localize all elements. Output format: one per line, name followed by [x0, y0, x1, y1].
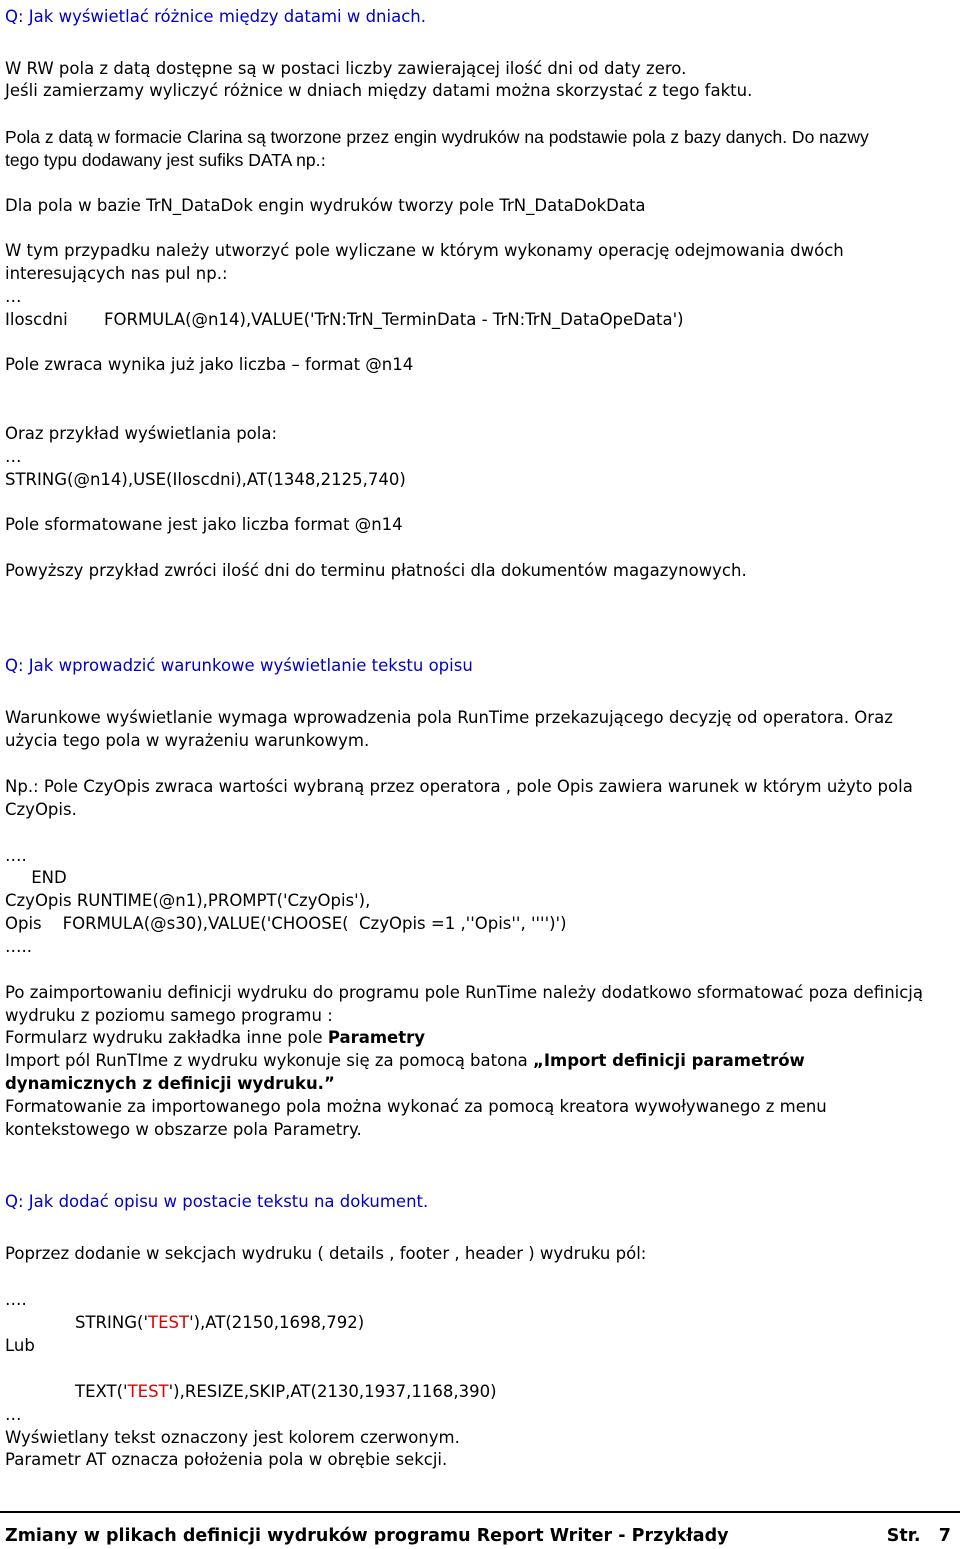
paragraph-line: Pola z datą w formacie Clarina są tworzone przez engin wydruków na podstawie pola z bazy danych. Do nazwy: [5, 127, 869, 147]
bold-line: dynamicznych z definicji wydruku.”: [5, 1074, 335, 1093]
code-line: [75, 1381, 497, 1403]
paragraph-line: Warunkowe wyświetlanie wymaga wprowadzenia pola RunTime przekazującego decyzję od operatora. Oraz: [5, 708, 893, 727]
text-span: tego typu dodawany jest sufiks DATA np.: [5, 150, 321, 170]
code-span: '),AT(2150,1698,792): [189, 1313, 365, 1332]
code-line: Opis FORMULA(@s30),VALUE('CHOOSE( CzyOpis =1 ,''Opis'', '''')'): [5, 914, 567, 933]
code-span: STRING(': [75, 1313, 148, 1332]
ellipsis: ….: [5, 1290, 27, 1309]
paragraph-line: [5, 149, 326, 172]
highlighted-text: TEST: [127, 1382, 169, 1401]
footer-divider: [0, 1511, 960, 1513]
ellipsis: …: [5, 287, 22, 306]
code-line: [75, 1312, 364, 1334]
text-span: Import pól RunTIme z wydruku wykonuje się za pomocą batona: [5, 1051, 534, 1070]
paragraph-line: Formatowanie za importowanego pola można wykonać za pomocą kreatora wywoływanego z menu: [5, 1097, 827, 1116]
code-field-name: Iloscdni: [5, 310, 68, 329]
ellipsis: …: [5, 1405, 22, 1424]
text-span: Formularz wydruku zakładka inne pole: [5, 1028, 328, 1047]
paragraph-line: Poprzez dodanie w sekcjach wydruku ( details , footer , header ) wydruku pól:: [5, 1244, 647, 1263]
ellipsis: …: [5, 447, 22, 466]
paragraph-line: Parametr AT oznacza położenia pola w obrębie sekcji.: [5, 1450, 448, 1469]
paragraph-line: Pole zwraca wynika już jako liczba – format @n14: [5, 355, 414, 374]
page-footer: [5, 1524, 955, 1548]
paragraph-line: W RW pola z datą dostępne są w postaci liczby zawierającej ilość dni od daty zero.: [5, 59, 687, 78]
paragraph-line: interesujących nas pul np.:: [5, 264, 228, 283]
paragraph-line: Po zaimportowaniu definicji wydruku do programu pole RunTime należy dodatkowo sformatować poza definicją: [5, 983, 923, 1002]
paragraph-line: Jeśli zamierzamy wyliczyć różnice w dniach między datami można skorzystać z tego faktu.: [5, 81, 753, 100]
highlighted-text: TEST: [148, 1313, 190, 1332]
code-line: ….: [5, 846, 27, 865]
section-heading: Q: Jak wyświetlać różnice między datami w dniach.: [5, 7, 426, 26]
code-line: …..: [5, 937, 32, 956]
paragraph-line: Lub: [5, 1336, 35, 1355]
bold-term: Parametry: [327, 1028, 426, 1047]
paragraph-line: Np.: Pole CzyOpis zwraca wartości wybraną przez operatora , pole Opis zawiera warunek w którym użyto pola: [5, 777, 913, 796]
section-heading: Q: Jak dodać opisu w postacie tekstu na dokument.: [5, 1192, 429, 1211]
code-span: '),RESIZE,SKIP,AT(2130,1937,1168,390): [168, 1382, 497, 1401]
paragraph-line: [5, 1027, 425, 1049]
paragraph-line: Wyświetlany tekst oznaczony jest kolorem czerwonym.: [5, 1428, 460, 1447]
paragraph-line: Powyższy przykład zwróci ilość dni do terminu płatności dla dokumentów magazynowych.: [5, 561, 747, 580]
paragraph-line: W tym przypadku należy utworzyć pole wyliczane w którym wykonamy operację odejmowania dwóch: [5, 241, 844, 260]
bold-term: „Import definicji parametrów: [533, 1051, 805, 1070]
footer-title: Zmiany w plikach definicji wydruków programu Report Writer - Przykłady: [5, 1526, 729, 1546]
text-span: :: [320, 151, 327, 170]
paragraph-line: wydruku z poziomu samego programu :: [5, 1006, 333, 1025]
paragraph-line: kontekstowego w obszarze pola Parametry.: [5, 1120, 362, 1139]
page-number: Str. 7: [886, 1526, 951, 1546]
section-heading: Q: Jak wprowadzić warunkowe wyświetlanie tekstu opisu: [5, 656, 473, 675]
paragraph-line: użycia tego pola w wyrażeniu warunkowym.: [5, 731, 370, 750]
code-field-value: FORMULA(@n14),VALUE('TrN:TrN_TerminData - TrN:TrN_DataOpeData'): [104, 310, 684, 329]
paragraph-line: Dla pola w bazie TrN_DataDok engin wydruków tworzy pole TrN_DataDokData: [5, 196, 646, 215]
code-span: TEXT(': [75, 1382, 128, 1401]
code-line: CzyOpis RUNTIME(@n1),PROMPT('CzyOpis'),: [5, 891, 371, 910]
paragraph-line: Pole sformatowane jest jako liczba format @n14: [5, 515, 403, 534]
paragraph-line: Oraz przykład wyświetlania pola:: [5, 424, 278, 443]
code-line: STRING(@n14),USE(Iloscdni),AT(1348,2125,740): [5, 470, 406, 489]
paragraph-line: [5, 1050, 805, 1072]
code-line: END: [5, 868, 67, 887]
paragraph-line: CzyOpis.: [5, 800, 77, 819]
